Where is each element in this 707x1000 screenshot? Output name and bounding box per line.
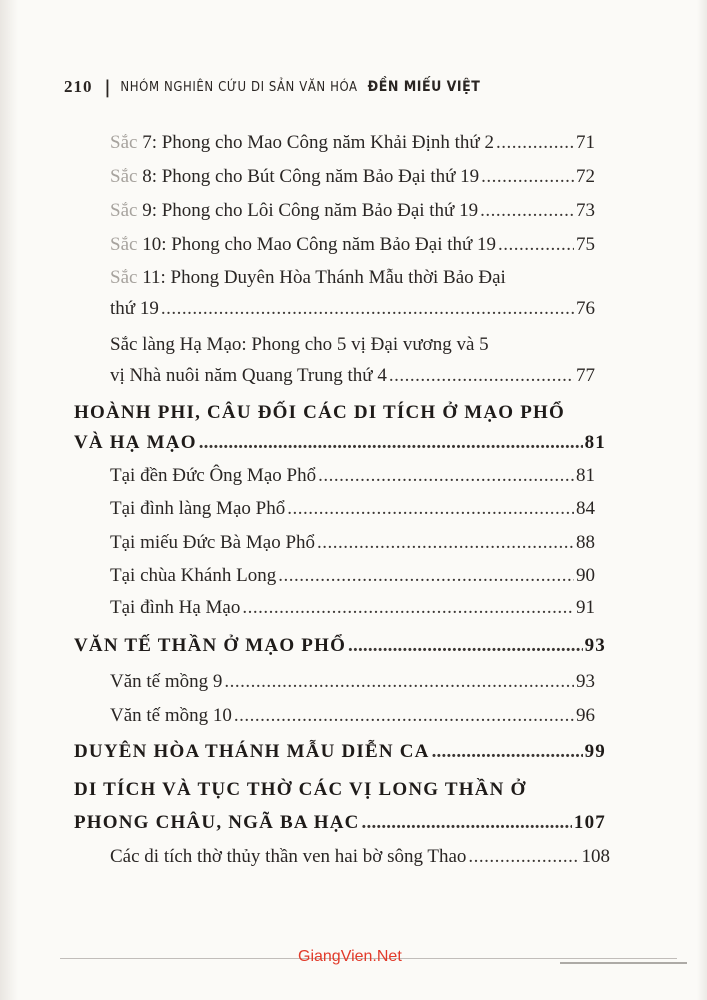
- toc-entry[interactable]: [110, 497, 595, 521]
- section-heading-title: DUYÊN HÒA THÁNH MẪU DIỄN CA: [74, 741, 430, 762]
- toc-entry-title: 9: Phong cho Lôi Công năm Bảo Đại thứ 19: [137, 200, 479, 221]
- toc-page-number: 84: [576, 498, 595, 519]
- dot-leader: [468, 845, 579, 869]
- watermark: GiangVien.Net: [298, 948, 402, 965]
- toc-entry-title: Tại đình làng Mạo Phổ: [110, 498, 286, 519]
- toc-entry[interactable]: [110, 596, 595, 620]
- toc-page-number: 88: [576, 532, 595, 553]
- toc-page-number: 91: [576, 597, 595, 618]
- sac-word: Sắc: [110, 234, 138, 255]
- toc-entry[interactable]: [110, 297, 595, 321]
- toc-page-number: 108: [581, 846, 610, 867]
- toc-page-number: 81: [576, 465, 595, 486]
- section-heading[interactable]: [74, 740, 606, 764]
- toc-entry[interactable]: [110, 464, 595, 488]
- toc-entry[interactable]: [110, 564, 595, 588]
- section-heading[interactable]: [74, 431, 606, 455]
- dot-leader: [496, 131, 574, 155]
- toc-entry-title: Tại đình Hạ Mạo: [110, 597, 241, 618]
- toc-entry-title: Các di tích thờ thủy thần ven hai bờ sông Thao: [110, 846, 467, 867]
- toc-entry-title: Văn tế mồng 9: [110, 671, 223, 692]
- toc-entry-line1[interactable]: [110, 266, 506, 290]
- toc-entry-title-cont: thứ 19: [110, 298, 159, 319]
- dot-leader: [242, 596, 574, 620]
- dot-leader: [389, 364, 574, 388]
- dot-leader: [224, 670, 574, 694]
- toc-entry-title: Tại miếu Đức Bà Mạo Phổ: [110, 532, 316, 553]
- section-heading-line1[interactable]: DI TÍCH VÀ TỤC THỜ CÁC VỊ LONG THẦN Ở: [74, 779, 527, 800]
- sac-word: Sắc: [110, 166, 138, 187]
- toc-page-number: 73: [576, 200, 595, 221]
- series-title: NHÓM NGHIÊN CỨU DI SẢN VĂN HÓA: [120, 79, 358, 95]
- scan-edge-line: [560, 962, 687, 964]
- dot-leader: [278, 564, 574, 588]
- dot-leader: [432, 740, 583, 764]
- dot-leader: [498, 233, 574, 257]
- toc-entry-title: Tại đền Đức Ông Mạo Phổ: [110, 465, 317, 486]
- toc-page-number: 90: [576, 565, 595, 586]
- toc-entry[interactable]: [110, 364, 595, 388]
- header-separator: |: [104, 76, 111, 98]
- dot-leader: [318, 464, 574, 488]
- sac-word: Sắc: [110, 200, 138, 221]
- dot-leader: [287, 497, 574, 521]
- dot-leader: [362, 811, 572, 835]
- sac-word: Sắc: [110, 267, 138, 288]
- dot-leader: [317, 531, 574, 555]
- section-heading-cont: VÀ HẠ MẠO: [74, 432, 197, 453]
- toc-entry[interactable]: [110, 233, 595, 257]
- page-number: 210: [64, 77, 93, 96]
- dot-leader: [481, 165, 574, 189]
- toc-page-number: 93: [576, 671, 595, 692]
- toc-page-number: 81: [584, 432, 606, 453]
- toc-entry[interactable]: [110, 704, 595, 728]
- dot-leader: [161, 297, 574, 321]
- toc-page-number: 77: [576, 365, 595, 386]
- dot-leader: [348, 634, 583, 658]
- toc-entry-title: 7: Phong cho Mao Công năm Khải Định thứ 2: [137, 132, 494, 153]
- dot-leader: [480, 199, 574, 223]
- section-heading-line1[interactable]: HOÀNH PHI, CÂU ĐỐI CÁC DI TÍCH Ở MẠO PHỔ: [74, 402, 565, 423]
- toc-entry[interactable]: [110, 165, 595, 189]
- sac-word: Sắc: [110, 132, 138, 153]
- section-heading-title: VĂN TẾ THẦN Ở MẠO PHỔ: [74, 635, 347, 656]
- toc-entry-title: 8: Phong cho Bút Công năm Bảo Đại thứ 19: [137, 166, 480, 187]
- toc-page-number: 107: [573, 812, 606, 833]
- toc-page-number: 75: [576, 234, 595, 255]
- toc-entry-title: Tại chùa Khánh Long: [110, 565, 277, 586]
- toc-entry-title: 11: Phong Duyên Hòa Thánh Mẫu thời Bảo Đại: [137, 267, 506, 288]
- toc-page-number: 96: [576, 705, 595, 726]
- toc-page-number: 72: [576, 166, 595, 187]
- section-heading[interactable]: [74, 634, 606, 658]
- section-heading[interactable]: [74, 811, 606, 835]
- toc-page-number: 76: [576, 298, 595, 319]
- toc-entry-title-cont: vị Nhà nuôi năm Quang Trung thứ 4: [110, 365, 387, 386]
- toc-entry[interactable]: [110, 131, 595, 155]
- toc-page-number: 93: [584, 635, 606, 656]
- section-heading-cont: PHONG CHÂU, NGÃ BA HẠC: [74, 812, 360, 833]
- toc-page-number: 99: [584, 741, 606, 762]
- toc-entry[interactable]: [110, 199, 595, 223]
- toc-page-number: 71: [576, 132, 595, 153]
- toc-entry[interactable]: [110, 845, 610, 869]
- toc-entry-line1[interactable]: Sắc làng Hạ Mạo: Phong cho 5 vị Đại vương và 5: [110, 334, 489, 355]
- toc-entry-title: Văn tế mồng 10: [110, 705, 232, 726]
- brand-title: ĐỀN MIẾU VIỆT: [367, 79, 481, 95]
- toc-entry[interactable]: [110, 531, 595, 555]
- toc-entry-title: 10: Phong cho Mao Công năm Bảo Đại thứ 19: [137, 234, 497, 255]
- dot-leader: [234, 704, 574, 728]
- dot-leader: [199, 431, 583, 455]
- toc-entry[interactable]: [110, 670, 595, 694]
